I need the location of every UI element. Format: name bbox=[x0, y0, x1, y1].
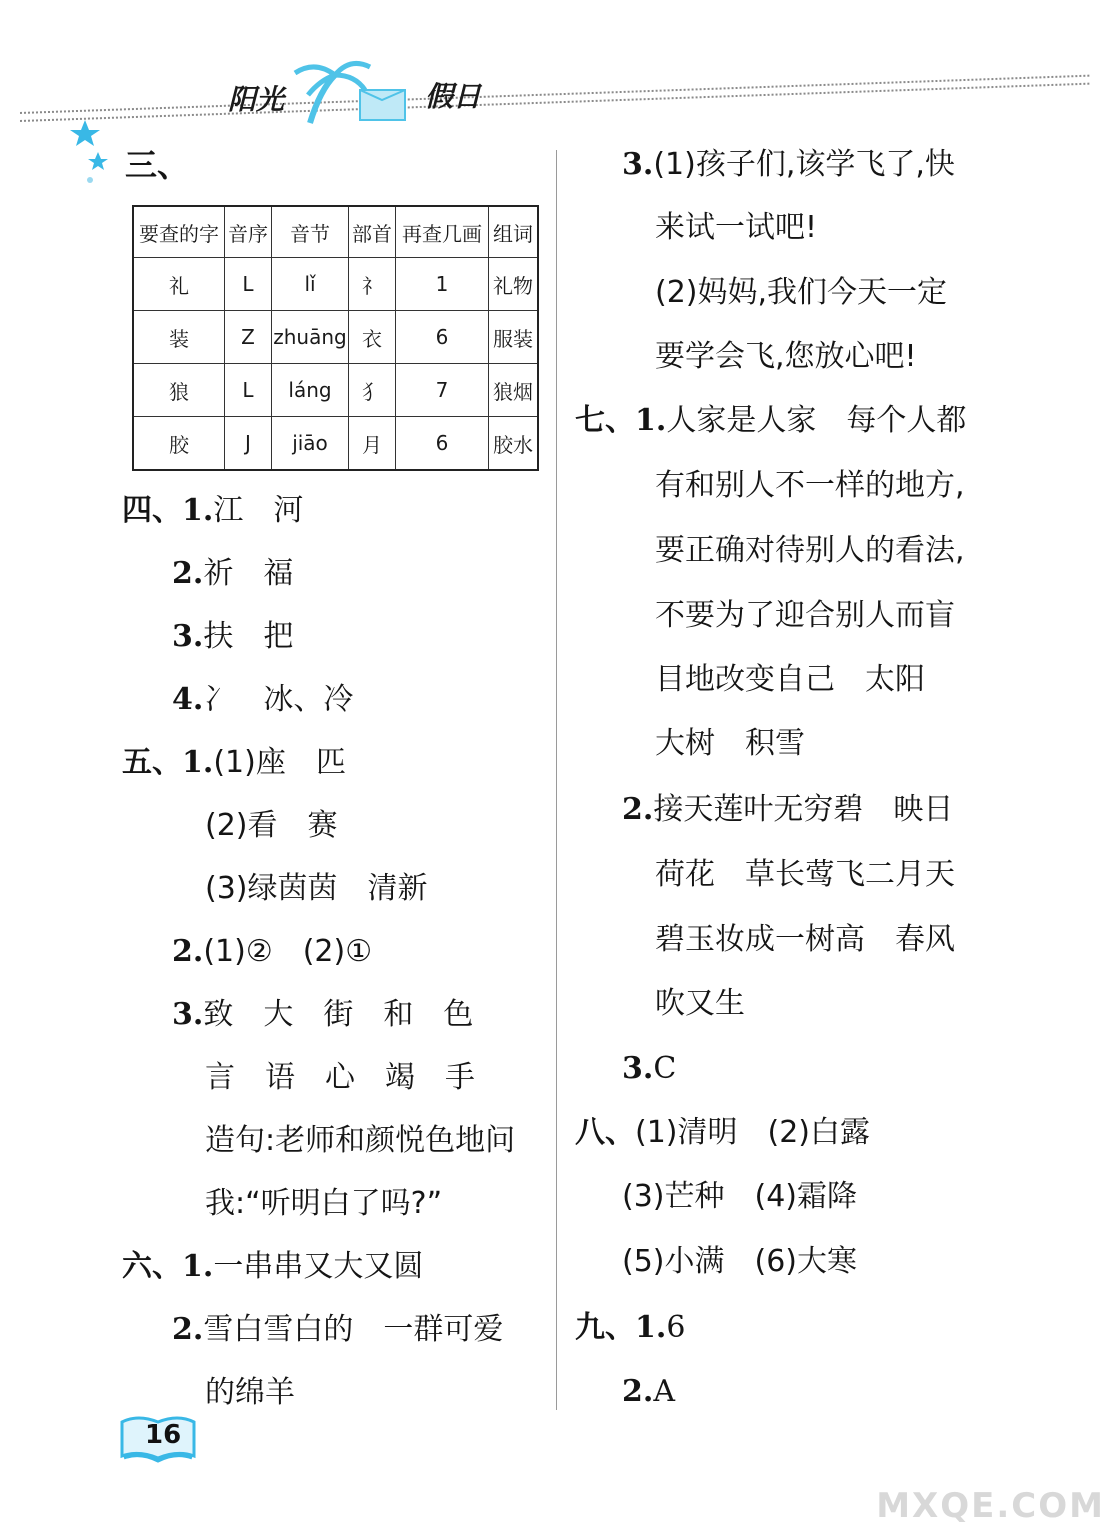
table-cell: lǐ bbox=[272, 258, 349, 311]
answer-line bbox=[622, 1177, 857, 1217]
table-cell: 装 bbox=[133, 311, 225, 364]
table-cell: 礼物 bbox=[489, 258, 539, 311]
header-dotted-line bbox=[20, 75, 1089, 114]
table-cell: 胶 bbox=[133, 417, 225, 471]
answer-line bbox=[655, 596, 955, 636]
answer-line bbox=[575, 401, 966, 441]
answer-line bbox=[575, 1308, 685, 1348]
star-icon bbox=[70, 118, 110, 188]
answer-text: 江 河 bbox=[213, 493, 304, 528]
item-label: 2. bbox=[172, 556, 204, 591]
answer-text: 致 大 街 和 色 bbox=[203, 997, 474, 1032]
answer-text: (3)芒种 (4)霜降 bbox=[622, 1179, 857, 1214]
answer-text: 雪白雪白的 一群可爱 bbox=[203, 1312, 504, 1347]
answer-text: 不要为了迎合别人而盲 bbox=[655, 598, 955, 633]
answer-text: 人家是人家 每个人都 bbox=[666, 403, 967, 438]
answer-line bbox=[622, 1372, 675, 1412]
answer-line bbox=[655, 724, 805, 764]
answer-text: (1)清明 (2)白露 bbox=[635, 1115, 870, 1150]
table-cell: 狼烟 bbox=[489, 364, 539, 417]
answer-line bbox=[655, 984, 745, 1024]
answer-line bbox=[172, 932, 372, 972]
answer-text: 吹又生 bbox=[655, 986, 745, 1021]
item-label: 八、 bbox=[575, 1115, 635, 1150]
answer-line bbox=[622, 1242, 857, 1282]
answer-line bbox=[172, 554, 293, 594]
answer-text: (2)妈妈,我们今天一定 bbox=[655, 275, 948, 310]
answer-line bbox=[655, 660, 925, 700]
dictionary-lookup-table bbox=[132, 205, 539, 471]
item-label: 2. bbox=[622, 792, 654, 827]
watermark: MXQE.COM bbox=[876, 1486, 1105, 1526]
item-label: 五、1. bbox=[122, 745, 214, 780]
table-row bbox=[133, 258, 538, 311]
table-cell: láng bbox=[272, 364, 349, 417]
answer-line bbox=[655, 531, 965, 571]
answer-line bbox=[655, 273, 947, 313]
answer-text: 要学会飞,您放心吧! bbox=[655, 339, 917, 374]
table-header: 组词 bbox=[489, 206, 539, 258]
answer-line bbox=[622, 1049, 676, 1089]
answer-line bbox=[655, 466, 965, 506]
header-dotted-line-2 bbox=[20, 83, 1089, 122]
table-header: 部首 bbox=[349, 206, 396, 258]
table-cell: 衣 bbox=[349, 311, 396, 364]
answer-line bbox=[122, 743, 346, 783]
table-cell: zhuāng bbox=[272, 311, 349, 364]
item-label: 七、1. bbox=[575, 403, 667, 438]
table-cell: 胶水 bbox=[489, 417, 539, 471]
table-cell: 1 bbox=[396, 258, 489, 311]
palm-tree-icon bbox=[290, 55, 420, 125]
answer-text: 目地改变自己 太阳 bbox=[655, 662, 925, 697]
answer-text: 来试一试吧! bbox=[655, 210, 818, 245]
answer-text: 有和别人不一样的地方, bbox=[655, 468, 965, 503]
column-divider bbox=[556, 150, 557, 1410]
answer-text: 6 bbox=[666, 1310, 686, 1345]
table-cell: 礼 bbox=[133, 258, 225, 311]
answer-line bbox=[122, 491, 303, 531]
answer-line bbox=[622, 145, 955, 185]
answer-line bbox=[655, 337, 917, 377]
answer-text: (1)座 匹 bbox=[213, 745, 346, 780]
table-cell: 狼 bbox=[133, 364, 225, 417]
answer-line bbox=[205, 806, 338, 846]
table-row bbox=[133, 311, 538, 364]
answer-text: 造句:老师和颜悦色地问 bbox=[205, 1123, 516, 1158]
table-cell: J bbox=[225, 417, 272, 471]
answer-text: 冫 冰、冷 bbox=[203, 682, 354, 717]
table-cell: L bbox=[225, 258, 272, 311]
table-cell: L bbox=[225, 364, 272, 417]
header-title-right: 假日 bbox=[425, 80, 482, 113]
answer-text: 扶 把 bbox=[203, 619, 294, 654]
section3-heading: 三、 bbox=[125, 146, 190, 184]
answer-line bbox=[655, 920, 955, 960]
table-cell: 礻 bbox=[349, 258, 396, 311]
table-row bbox=[133, 364, 538, 417]
table-cell: Z bbox=[225, 311, 272, 364]
table-row bbox=[133, 417, 538, 471]
item-label: 四、1. bbox=[122, 493, 214, 528]
answer-line bbox=[575, 1113, 870, 1153]
answer-line bbox=[205, 1121, 515, 1161]
table-header: 音节 bbox=[272, 206, 349, 258]
table-header: 再查几画 bbox=[396, 206, 489, 258]
answer-line bbox=[172, 617, 293, 657]
answer-line bbox=[172, 995, 473, 1035]
table-header: 音序 bbox=[225, 206, 272, 258]
answer-text: 言 语 心 竭 手 bbox=[205, 1060, 475, 1095]
table-cell: jiāo bbox=[272, 417, 349, 471]
table-header-row bbox=[133, 206, 538, 258]
answer-line bbox=[205, 1373, 295, 1413]
item-label: 2. bbox=[622, 1374, 654, 1409]
table-cell: 6 bbox=[396, 311, 489, 364]
answer-text: 荷花 草长莺飞二月天 bbox=[655, 857, 955, 892]
answer-line bbox=[622, 790, 953, 830]
answer-text: 大树 积雪 bbox=[655, 726, 805, 761]
item-label: 4. bbox=[172, 682, 204, 717]
answer-text: 的绵羊 bbox=[205, 1375, 295, 1410]
answer-text: (5)小满 (6)大寒 bbox=[622, 1244, 857, 1279]
answer-text: C bbox=[653, 1051, 677, 1086]
answer-text: (3)绿茵茵 清新 bbox=[205, 871, 428, 906]
table-cell: 犭 bbox=[349, 364, 396, 417]
page-number: 16 bbox=[145, 1420, 182, 1450]
answer-text: 一串串又大又圆 bbox=[213, 1249, 424, 1284]
answer-text: (2)看 赛 bbox=[205, 808, 338, 843]
item-label: 3. bbox=[622, 1051, 654, 1086]
item-label: 3. bbox=[172, 997, 204, 1032]
answer-line bbox=[655, 208, 817, 248]
answer-text: (1)② (2)① bbox=[203, 934, 373, 969]
answer-text: 接天莲叶无穷碧 映日 bbox=[653, 792, 954, 827]
item-label: 3. bbox=[172, 619, 204, 654]
answer-text: 碧玉妆成一树高 春风 bbox=[655, 922, 955, 957]
item-label: 2. bbox=[172, 934, 204, 969]
answer-text: 祈 福 bbox=[203, 556, 294, 591]
answer-text: (1)孩子们,该学飞了,快 bbox=[653, 147, 955, 182]
answer-text: A bbox=[653, 1374, 675, 1409]
answer-line bbox=[205, 1184, 442, 1224]
answer-text: 我:“听明白了吗?” bbox=[205, 1186, 443, 1221]
answer-line bbox=[172, 680, 353, 720]
answer-line bbox=[205, 1058, 475, 1098]
table-header: 要查的字 bbox=[133, 206, 225, 258]
answer-line bbox=[122, 1247, 423, 1287]
answer-text: 要正确对待别人的看法, bbox=[655, 533, 965, 568]
header-title-left: 阳光 bbox=[228, 83, 285, 116]
item-label: 3. bbox=[622, 147, 654, 182]
answer-line bbox=[172, 1310, 503, 1350]
answer-line bbox=[655, 855, 955, 895]
table-cell: 7 bbox=[396, 364, 489, 417]
item-label: 2. bbox=[172, 1312, 204, 1347]
item-label: 六、1. bbox=[122, 1249, 214, 1284]
item-label: 九、1. bbox=[575, 1310, 667, 1345]
table-cell: 6 bbox=[396, 417, 489, 471]
table-cell: 月 bbox=[349, 417, 396, 471]
table-cell: 服装 bbox=[489, 311, 539, 364]
answer-line bbox=[205, 869, 428, 909]
